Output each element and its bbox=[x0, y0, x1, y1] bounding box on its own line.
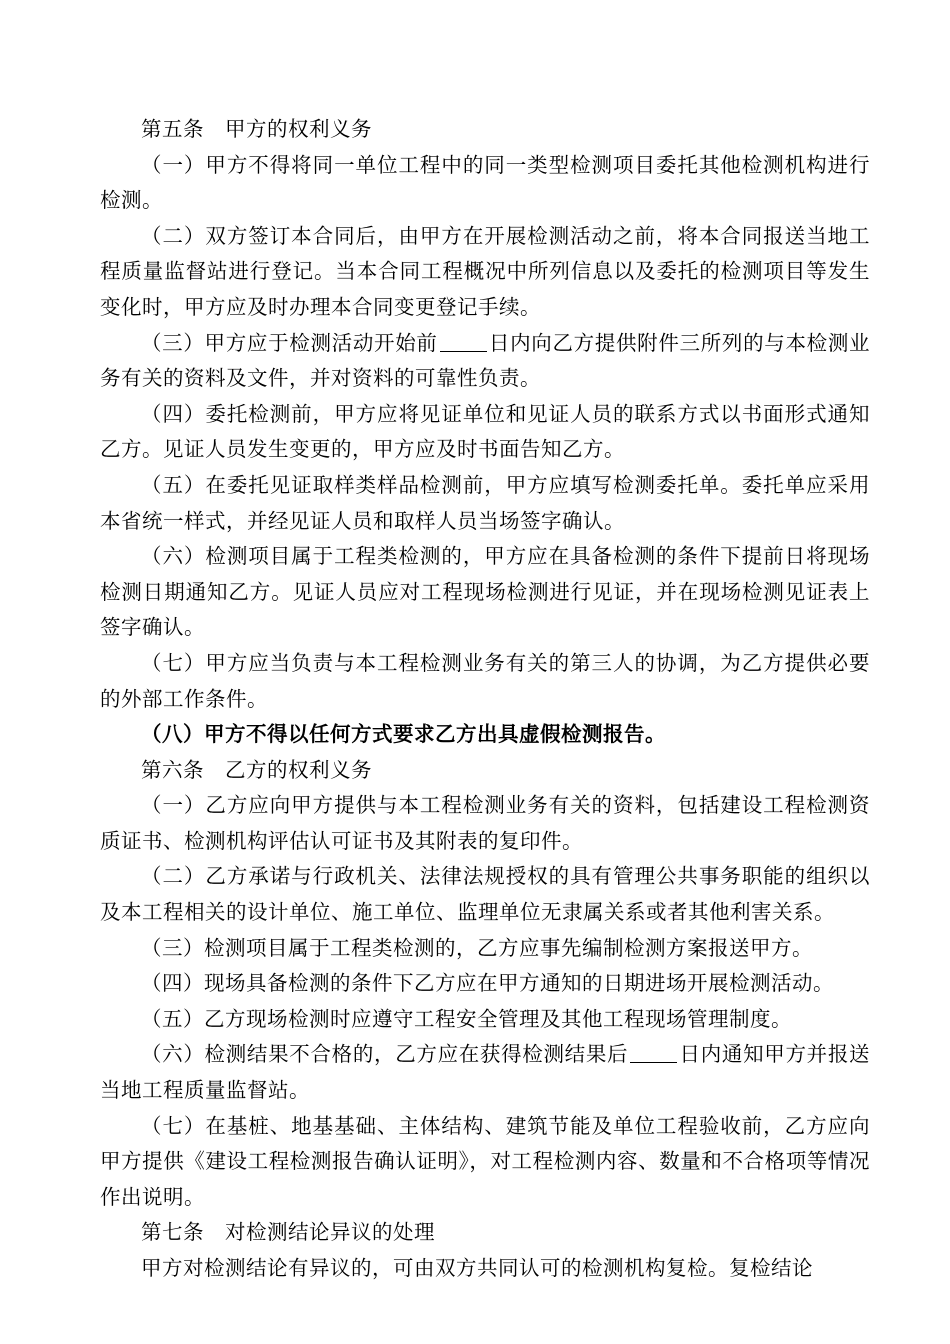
article-5-item-3-before: （三）甲方应于检测活动开始前 bbox=[141, 330, 438, 355]
article-6-item-6 bbox=[100, 1037, 870, 1108]
document-page bbox=[100, 112, 870, 1287]
article-6-item-5: （五）乙方现场检测时应遵守工程安全管理及其他工程现场管理制度。 bbox=[141, 1006, 792, 1031]
article-5-item-4: （四）委托检测前，甲方应将见证单位和见证人员的联系方式以书面形式通知乙方。见证人员发生变更的，甲方应及时书面告知乙方。 bbox=[100, 401, 870, 462]
article-5-item-3-after: 日内向乙方提供附件三所列的与本检测业务有关的资料及文件，并对资料的可靠性负责。 bbox=[100, 330, 871, 391]
article-5-item-1: （一）甲方不得将同一单位工程中的同一类型检测项目委托其他检测机构进行检测。 bbox=[100, 152, 870, 213]
article-6-heading: 第六条 乙方的权利义务 bbox=[141, 757, 372, 782]
article-7-heading: 第七条 对检测结论异议的处理 bbox=[141, 1220, 435, 1245]
article-5-item-5: （五）在委托见证取样类样品检测前，甲方应填写检测委托单。委托单应采用本省统一样式，并经见证人员和取样人员当场签字确认。 bbox=[100, 472, 870, 533]
article-6-item-3: （三）检测项目属于工程类检测的，乙方应事先编制检测方案报送甲方。 bbox=[141, 935, 813, 960]
article-5-item-2: （二）双方签订本合同后，由甲方在开展检测活动之前，将本合同报送当地工程质量监督站进行登记。当本合同工程概况中所列信息以及委托的检测项目等发生变化时，甲方应及时办理本合同变更登记手续。 bbox=[100, 223, 870, 319]
article-5-item-7: （七）甲方应当负责与本工程检测业务有关的第三人的协调，为乙方提供必要的外部工作条件。 bbox=[100, 650, 870, 711]
article-5-item-8: （八）甲方不得以任何方式要求乙方出具虚假检测报告。 bbox=[141, 722, 666, 747]
article-5-item-6: （六）检测项目属于工程类检测的，甲方应在具备检测的条件下提前日将现场检测日期通知乙方。见证人员应对工程现场检测进行见证，并在现场检测见证表上签字确认。 bbox=[100, 544, 870, 640]
article-6-item-7: （七）在基桩、地基基础、主体结构、建筑节能及单位工程验收前，乙方应向甲方提供《建设工程检测报告确认证明》，对工程检测内容、数量和不合格项等情况作出说明。 bbox=[100, 1113, 870, 1209]
article-6-item-6-before: （六）检测结果不合格的，乙方应在获得检测结果后 bbox=[141, 1042, 629, 1067]
article-5-item-3 bbox=[100, 326, 870, 397]
article-6-item-4: （四）现场具备检测的条件下乙方应在甲方通知的日期进场开展检测活动。 bbox=[141, 971, 834, 996]
article-6-item-2: （二）乙方承诺与行政机关、法律法规授权的具有管理公共事务职能的组织以及本工程相关的设计单位、施工单位、监理单位无隶属关系或者其他利害关系。 bbox=[100, 864, 870, 925]
article-5-heading: 第五条 甲方的权利义务 bbox=[141, 117, 372, 141]
fill-in-blank bbox=[440, 330, 487, 352]
article-6-item-1: （一）乙方应向甲方提供与本工程检测业务有关的资料，包括建设工程检测资质证书、检测机构评估认可证书及其附表的复印件。 bbox=[100, 793, 870, 853]
article-6-item-6-after: 日内通知甲方并报送当地工程质量监督站。 bbox=[100, 1042, 871, 1103]
article-7-text: 甲方对检测结论有异议的，可由双方共同认可的检测机构复检。复检结论 bbox=[141, 1256, 813, 1280]
fill-in-blank bbox=[630, 1042, 677, 1064]
